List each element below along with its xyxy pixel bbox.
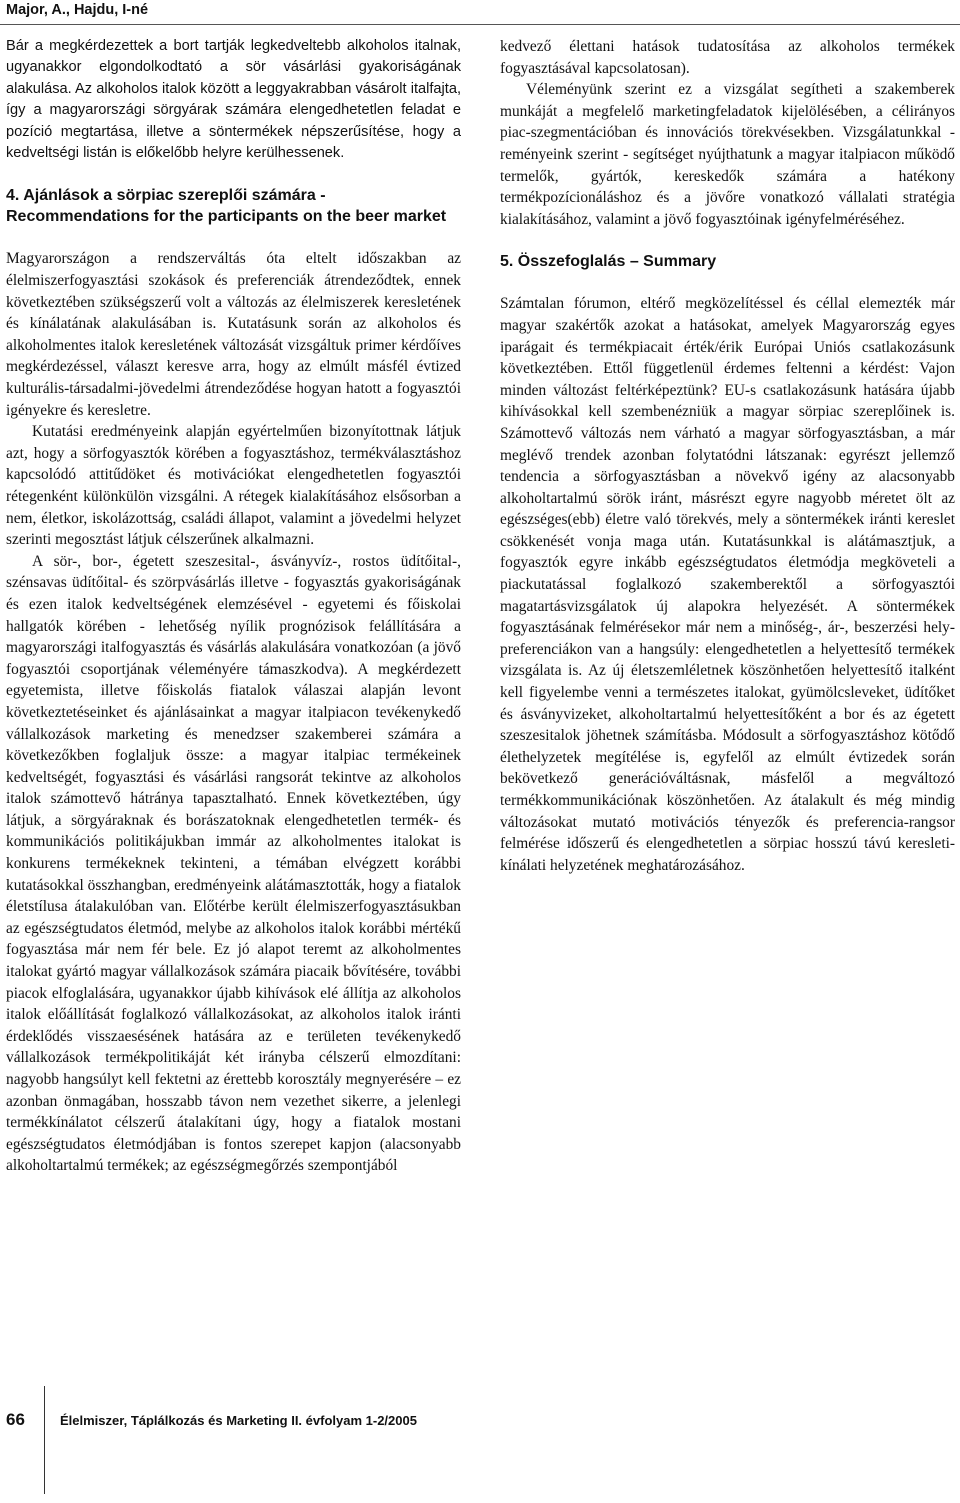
section-4-paragraph-3: A sör-, bor-, égetett szeszesital-, ásványvíz-, rostos üdítőital-, szénsavas üdítőital- és szörpvásárlás illetve - fogyasztás gyakoriságának és ezen italok kedveltségének elemzésével - egyetemi és főiskolai hallgatók körében - lehetőség nyílik prognózisok felállítására a magyarországi italfogyasztás és vásárlás alakulására vonatkozóan (a jövő fogyasztói csoportjának véleményére támaszkodva). A megkérdezett egyetemista, illetve főiskolás fiatalok válaszai alapján levont következtetéseinket és ajánlásainkat a magyar italpiacon tevékenykedő vállalkozások marketing és menedzser szakemberei számára a következőkben foglaljuk össze: a magyar italpiac termékeinek kedveltségét, fogyasztási és vásárlási rangsorát tekintve az alkoholos italok számottevő hátránya tapasztalható. Ennek következtében, úgy látjuk, a sörgyáraknak és borászatoknak elengedhetetlen termék- és kommunikációs politikájukban immár az alkoholmentes italokat is konkurens termékeknek tekinteni, a témában elvégzett korábbi kutatásokkal összhangban, eredményeink alátámasztották, hogy a fiatalok életstílusa átalakulóban van. Előtérbe került élelmiszerfogyasztásukban az egészségtudatos életmód, melybe az alkoholos italok korábbi mértékű fogyasztása már nem fér bele. Ez jó alapot teremt az alkoholmentes italokat gyártó magyar vállalkozások számára piacaik bővítésére, további piacok elfoglalására, ugyanakkor újabb kihívások elé állítja az alkoholos italok előállítását foglalkozó vállalkozásokat, az alkoholos italok iránti érdeklődés visszaesésének hatására az e területen tevékenykedő vállalkozások termékpolitikáját két irányba célszerű elmozdítani: nagyobb hangsúlyt kell fektetni az érettebb korosztály megnyerésére – ez azonban önmagában, hosszabb távon nem vezethet sikerre, a jelenlegi termékkínálatot célszerű átalakítani úgy, hogy a fiatalok mostani egészségtudatos életmódjában is fontos szerepet kapjon (alacsonyabb alkoholtartalmú termékek; az egészségmegőrzés szempontjából — [6, 552, 461, 1175]
running-header-authors: Major, A., Hajdu, I-né — [6, 2, 149, 18]
section-4-heading: 4. Ajánlások a sörpiac szereplői számára - Recommendations for the participants on the beer market — [6, 187, 447, 226]
section-4-paragraph-3-continued: kedvező élettani hatások tudatosítása az alkoholos termékek fogyasztásával kapcsolatosan). — [500, 38, 955, 77]
section-5-heading: 5. Összefoglalás – Summary — [500, 253, 717, 271]
right-column — [500, 36, 955, 876]
header-divider — [0, 24, 960, 25]
left-column — [6, 36, 461, 1177]
journal-citation: Élelmiszer, Táplálkozás és Marketing II. évfolyam 1-2/2005 — [60, 1413, 417, 1428]
section-4-paragraph-4: Véleményünk szerint ez a vizsgálat segítheti a szakemberek munkáját a megfelelő marketingfeladatok kijelölésében, a célirányos piac-szegmentációban és innovációs törekvésekben. Vizsgálatunkkal - reményeink szerint - segítséget nyújthatunk a magyar italpiacon működő termelők, gyártók, kereskedők számára a hatékony termékpozícionáláshoz és a jövőre vonatkozó vállalati stratégia kialakításához, valamint a jövő fogyasztóinak igényfelméréséhez. — [500, 81, 955, 228]
page-number: 66 — [6, 1410, 25, 1429]
footer-divider — [44, 1386, 45, 1494]
section-4-paragraph-1: Magyarországon a rendszerváltás óta eltelt időszakban az élelmiszerfogyasztási szokások és preferenciák átrendeződtek, ennek következtében szükségszerű volt a változás az élelmiszerek keresletének és kínálatának alakulásában is. Kutatásunk során az alkoholos és alkoholmentes italok keresletének változását vizsgáltuk primer kérdőíves megkérdezéssel, választ keresve arra, hogy az elmúlt másfél évtized kulturális-társadalmi-jövedelmi átrendeződése hogyan hatott a fogyasztói igényekre és keresletre. — [6, 250, 461, 419]
intro-paragraph: Bár a megkérdezettek a bort tartják legkedveltebb alkoholos italnak, ugyanakkor elgondolkodtató a sör vásárlási gyakoriságának alakulása. Az alkoholos italok között a leggyakrabban vásárolt italfajta, így a magyarországi sörgyárak számára elengedhetetlen feladat e pozíció megtartása, illetve a söntermékek népszerűsítése, hogy a kedveltségi listán is előkelőbb helyre kerülhessenek. — [6, 38, 461, 162]
summary-paragraph: Számtalan fórumon, eltérő megközelítéssel és céllal elemezték már magyar szakértők azokat a hatásokat, amelyek Magyarország egyes iparágait és termékpiacait érték/érik Európai Uniós csatlakozásunk következtében. Ettől függetlenül érdemes feltenni a kérdést: Vajon minden változást feltérképeztünk? EU-s csatlakozásunk hatására újabb kihívásokkal kell szembenézniük a magyar sörpiac szereplőinek is. Számottevő változás nem várható a magyar sörfogyasztásban, a már meglévő trendek azonban folytatódni látszanak: egyrészt jellemző tendencia a sörfogyasztásban a növekvő igény az alacsonyabb alkoholtartalmú sörök iránt, másrészt egyre nagyobb méretet ölt az egészséges(ebb) életre való törekvés, mely a söntermékek iránti kereslet csökkenését vonja maga után. Kutatásunkkal is alátámasztjuk, a fogyasztók egyre inkább egészségtudatos életmódja megköveteli a piackutatással foglalkozó szakemberektől a sörfogyasztói magatartásvizsgálatok új alapokra helyezését. A söntermékek fogyasztásának felmérésekor már nem a minőség-, ár-, beszerzési hely-preferenciákon van a hangsúly: elengedhetetlen a helyettesítő termékek vizsgálata is. Az új életszemléletnek köszönhetően helyettesítő italként kell figyelembe venni a természetes italokat, gyümölcsleveket, üdítőket és ásványvizeket, alkoholtartalmú helyettesítőként a bor és az égetett szeszesitalok jöhetnek számításba. Módosult a sörfogyasztáshoz kötődő élethelyzetek megítélése is, egyfelől az elmúlt évtizedek során bekövetkező generációváltásnak, másfelől a megváltozó termékkommunikációnak köszönhetően. Az átalakult és még mindig változásokat mutató motivációs tényezők és preferencia-rangsor felmérése időszerű és elengedhetetlen a sörpiac hosszú távú keresleti-kínálati helyzetének meghatározásához. — [500, 295, 955, 874]
section-4-paragraph-2: Kutatási eredményeink alapján egyértelműen bizonyítottnak látjuk azt, hogy a sörfogyasztók körében a fogyasztáshoz, termékválasztáshoz kapcsolódó attitűdöket és motivációkat elengedhetetlen fogyasztói rétegenként különkülön vizsgálni. A rétegek kialakításához elsősorban a nem, életkor, iskolázottság, családi állapot, valamint a jövedelmi helyzet szerinti megosztást látjuk célszerűnek alkalmazni. — [6, 423, 461, 549]
